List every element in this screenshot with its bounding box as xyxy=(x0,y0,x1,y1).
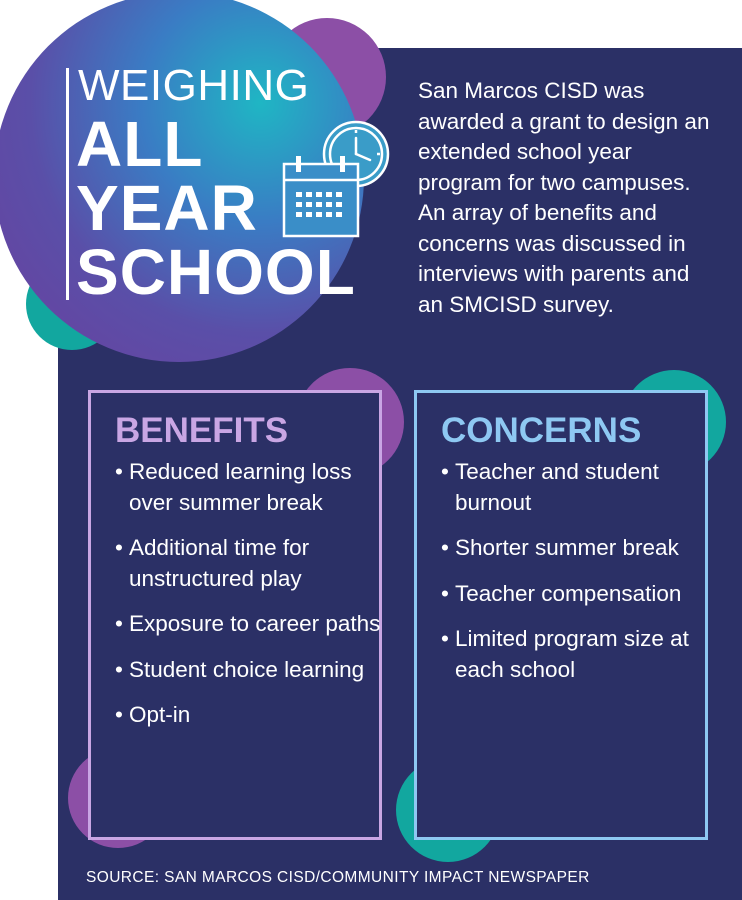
benefits-box xyxy=(88,390,382,840)
concerns-list xyxy=(417,457,711,700)
calendar-icon xyxy=(284,156,358,236)
title-kicker: WEIGHING xyxy=(78,61,310,110)
intro-paragraph: San Marcos CISD was awarded a grant to design an extended school year program for two campuses. An array of benefits and concerns was discussed in interviews with parents and an SMCISD survey. xyxy=(418,78,710,317)
list-item: • Additional time for unstructured play xyxy=(91,533,385,594)
concerns-heading: CONCERNS xyxy=(441,411,642,450)
title-line-all: ALL xyxy=(76,108,204,180)
list-item: • Teacher compensation xyxy=(417,579,711,610)
title-line-year: YEAR xyxy=(76,172,258,244)
title-divider xyxy=(66,68,69,300)
benefits-list xyxy=(91,457,385,746)
source-credit: SOURCE: SAN MARCOS CISD/COMMUNITY IMPACT NEWSPAPER xyxy=(86,869,590,886)
concerns-box xyxy=(414,390,708,840)
calendar-clock-illustration xyxy=(276,112,396,242)
benefits-heading: BENEFITS xyxy=(115,411,289,450)
list-item: • Shorter summer break xyxy=(417,533,711,564)
list-item: • Teacher and student burnout xyxy=(417,457,711,518)
list-item: • Student choice learning xyxy=(91,655,385,686)
title-line-school: SCHOOL xyxy=(76,236,356,308)
list-item: • Reduced learning loss over summer break xyxy=(91,457,385,518)
list-item: • Opt-in xyxy=(91,700,385,731)
list-item: • Limited program size at each school xyxy=(417,624,711,685)
list-item: • Exposure to career paths xyxy=(91,609,385,640)
